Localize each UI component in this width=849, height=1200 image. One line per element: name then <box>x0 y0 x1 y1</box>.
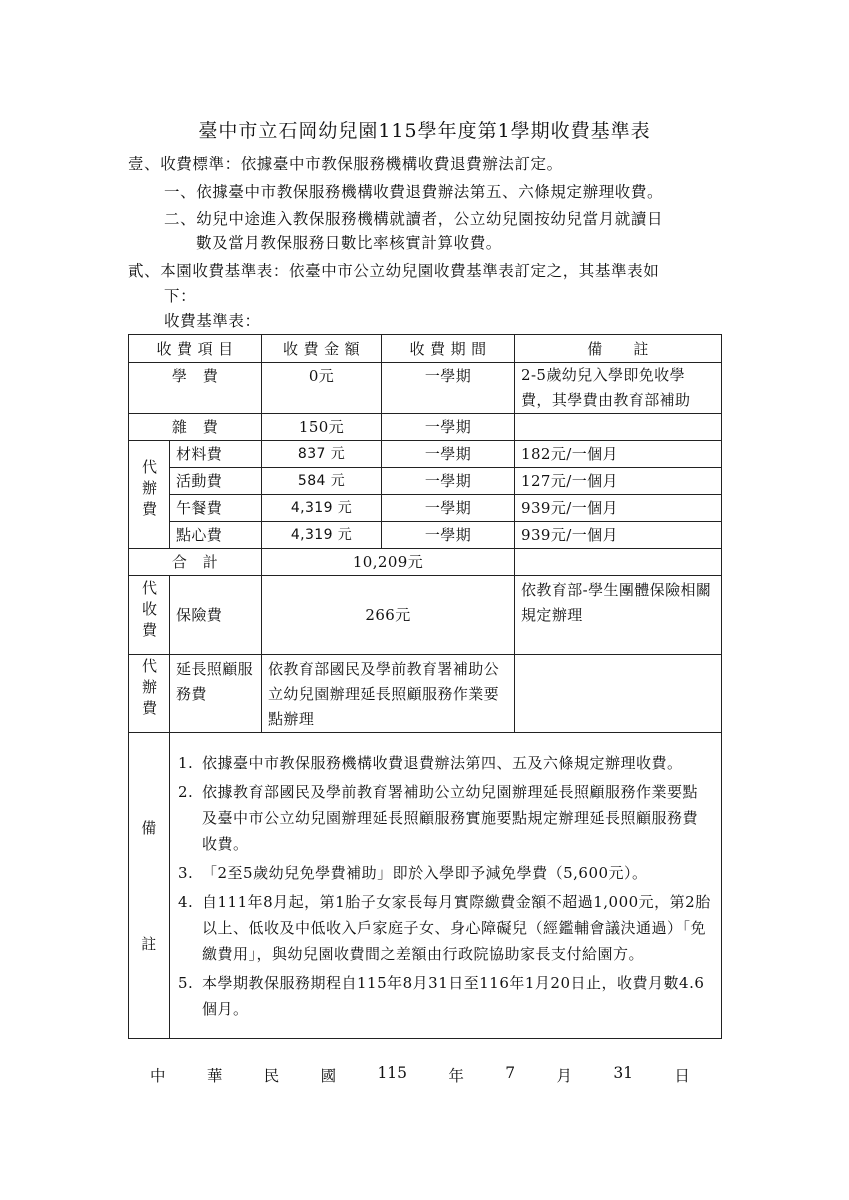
total-amount: 10,209元 <box>262 549 515 576</box>
misc-item: 雜 費 <box>129 414 262 441</box>
agency-amount-0: 837 元 <box>262 441 382 468</box>
date-part: 華 <box>206 1067 223 1085</box>
misc-note <box>515 414 722 441</box>
insurance-note: 依教育部-學生團體保險相關規定辦理 <box>515 576 722 655</box>
extended-care-group-label-text: 代辦費 <box>140 658 158 721</box>
tuition-item: 學 費 <box>129 363 262 414</box>
section1-heading: 壹、收費標準：依據臺中市教保服務機構收費退費辦法訂定。 <box>128 155 563 173</box>
notes-label-top: 備 <box>141 818 157 837</box>
note-item <box>178 779 713 857</box>
agency-item-3: 點心費 <box>170 522 262 549</box>
agency-note-1: 127元/一個月 <box>515 468 722 495</box>
note-number: 5. <box>178 973 194 992</box>
agency-item-0: 材料費 <box>170 441 262 468</box>
section1-item2-line1: 二、幼兒中途進入教保服務機構就讀者，公立幼兒園按幼兒當月就讀日 <box>164 210 664 228</box>
note-text: 本學期教保服務期程自115年8月31日至116年1月20日止，收費月數4.6個月。 <box>202 973 705 1018</box>
agency-amount-3: 4,319 元 <box>262 522 382 549</box>
agency-period-1: 一學期 <box>382 468 515 495</box>
fee-table <box>128 334 722 1039</box>
agency-item-2: 午餐費 <box>170 495 262 522</box>
section2-heading-line1: 貳、本園收費基準表：依臺中市公立幼兒園收費基準表訂定之，其基準表如 <box>128 262 660 280</box>
notes-list <box>170 733 722 1039</box>
note-text: 依據臺中市教保服務機構收費退費辦法第四、五及六條規定辦理收費。 <box>202 753 683 772</box>
agency-period-0: 一學期 <box>382 441 515 468</box>
tuition-note: 2-5歲幼兒入學即免收學費，其學費由教育部補助 <box>515 363 722 414</box>
date-part: 國 <box>320 1067 337 1085</box>
notes-row <box>129 733 722 1039</box>
note-text: 「2至5歲幼兒免學費補助」即於入學即予減免學費（5,600元）。 <box>202 863 648 882</box>
misc-row <box>129 414 722 441</box>
note-item <box>178 970 713 1022</box>
total-row <box>129 549 722 576</box>
note-item <box>178 750 713 776</box>
insurance-amount: 266元 <box>262 576 515 655</box>
document-title: 臺中市立石岡幼兒園115學年度第1學期收費基準表 <box>198 120 651 142</box>
section1-item2-line2: 數及當月教保服務日數比率核實計算收費。 <box>196 234 502 252</box>
agency-item-1: 活動費 <box>170 468 262 495</box>
date-month: 7 <box>505 1064 516 1082</box>
insurance-group-label-text: 代收費 <box>140 579 158 643</box>
table-header-row <box>129 335 722 363</box>
date-part: 日 <box>674 1067 690 1085</box>
tuition-amount: 0元 <box>262 363 382 414</box>
notes-label-bottom: 註 <box>141 934 157 953</box>
date-day: 31 <box>613 1064 634 1082</box>
notes-label <box>129 733 170 1039</box>
note-number: 3. <box>178 863 194 882</box>
extended-care-description: 依教育部國民及學前教育署補助公立幼兒園辦理延長照顧服務作業要點辦理 <box>262 655 515 733</box>
date-part: 月 <box>556 1067 572 1085</box>
insurance-item: 保險費 <box>170 576 262 655</box>
agency-group-label-text: 代辦費 <box>140 459 158 522</box>
agency-row <box>129 495 722 522</box>
misc-period: 一學期 <box>382 414 515 441</box>
misc-amount: 150元 <box>262 414 382 441</box>
agency-amount-1: 584 元 <box>262 468 382 495</box>
header-amount: 收 費 金 額 <box>262 335 382 363</box>
extended-care-item: 延長照顧服務費 <box>170 655 262 733</box>
insurance-group-label <box>129 576 170 655</box>
section2-heading-line2: 下： <box>164 287 197 305</box>
agency-period-3: 一學期 <box>382 522 515 549</box>
tuition-row <box>129 363 722 414</box>
agency-row <box>129 468 722 495</box>
note-number: 2. <box>178 782 194 801</box>
document-date <box>150 1064 690 1086</box>
note-item <box>178 889 713 967</box>
date-year: 115 <box>377 1064 408 1082</box>
date-part: 民 <box>263 1067 280 1085</box>
agency-note-3: 939元/一個月 <box>515 522 722 549</box>
date-part: 中 <box>150 1067 166 1085</box>
header-period: 收 費 期 間 <box>382 335 515 363</box>
agency-row <box>129 522 722 549</box>
extended-care-group-label <box>129 655 170 733</box>
extended-care-note <box>515 655 722 733</box>
insurance-row <box>129 576 722 655</box>
note-item <box>178 860 713 886</box>
table-caption: 收費基準表： <box>164 312 261 330</box>
total-note <box>515 549 722 576</box>
agency-group-label <box>129 441 170 549</box>
note-number: 4. <box>178 892 194 911</box>
extended-care-row <box>129 655 722 733</box>
agency-row <box>129 441 722 468</box>
header-item: 收 費 項 目 <box>129 335 262 363</box>
agency-note-2: 939元/一個月 <box>515 495 722 522</box>
agency-period-2: 一學期 <box>382 495 515 522</box>
note-text: 自111年8月起，第1胎子女家長每月實際繳費金額不超過1,000元，第2胎以上、低收及中低收入戶家庭子女、身心障礙兒（經鑑輔會議決通過）「免繳費用」，與幼兒園收費間之差額由行政院協助家長支付給園方。 <box>202 892 711 963</box>
tuition-period: 一學期 <box>382 363 515 414</box>
section1-item1: 一、依據臺中市教保服務機構收費退費辦法第五、六條規定辦理收費。 <box>164 183 664 201</box>
agency-note-0: 182元/一個月 <box>515 441 722 468</box>
note-text: 依據教育部國民及學前教育署補助公立幼兒園辦理延長照顧服務作業要點及臺中市公立幼兒園辦理延長照顧服務實施要點規定辦理延長照顧服務費收費。 <box>202 782 699 853</box>
total-label: 合 計 <box>129 549 262 576</box>
note-number: 1. <box>178 753 194 772</box>
date-part: 年 <box>448 1067 464 1085</box>
agency-amount-2: 4,319 元 <box>262 495 382 522</box>
header-note: 備 註 <box>515 335 722 363</box>
